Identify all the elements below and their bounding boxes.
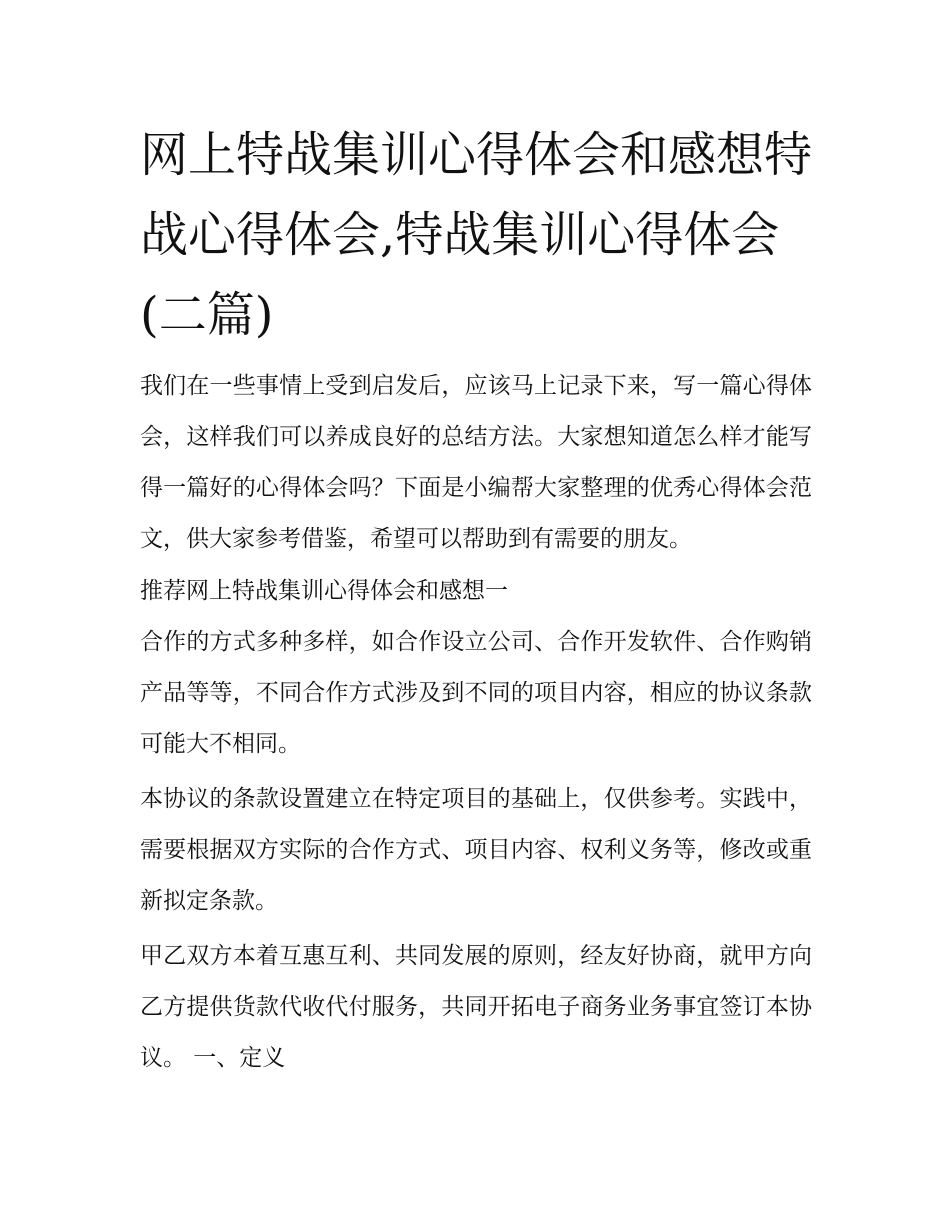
body-paragraph-clause-note: 本协议的条款设置建立在特定项目的基础上，仅供参考。实践中，需要根据双方实际的合作方式、项目内容、权利义务等，修改或重新拟定条款。 [140,786,812,914]
section-heading: 推荐网上特战集训心得体会和感想一 [140,578,508,604]
document-title: 网上特战集训心得体会和感想特战心得体会,特战集训心得体会(二篇) [140,127,813,343]
body-paragraph-agreement-intro: 甲乙双方本着互惠互利、共同发展的原则，经友好协商，就甲方向乙方提供货款代收代付服务，共同开拓电子商务业务事宜签订本协议。 一、定义 [140,943,812,1071]
document-page [140,115,812,1088]
intro-paragraph: 我们在一些事情上受到启发后，应该马上记录下来，写一篇心得体会，这样我们可以养成良好的总结方法。大家想知道怎么样才能写得一篇好的心得体会吗？下面是小编帮大家整理的优秀心得体会范文，供大家参考借鉴，希望可以帮助到有需要的朋友。 [140,373,812,552]
body-paragraph-cooperation-forms: 合作的方式多种多样，如合作设立公司、合作开发软件、合作购销产品等等，不同合作方式涉及到不同的项目内容，相应的协议条款可能大不相同。 [140,629,812,757]
